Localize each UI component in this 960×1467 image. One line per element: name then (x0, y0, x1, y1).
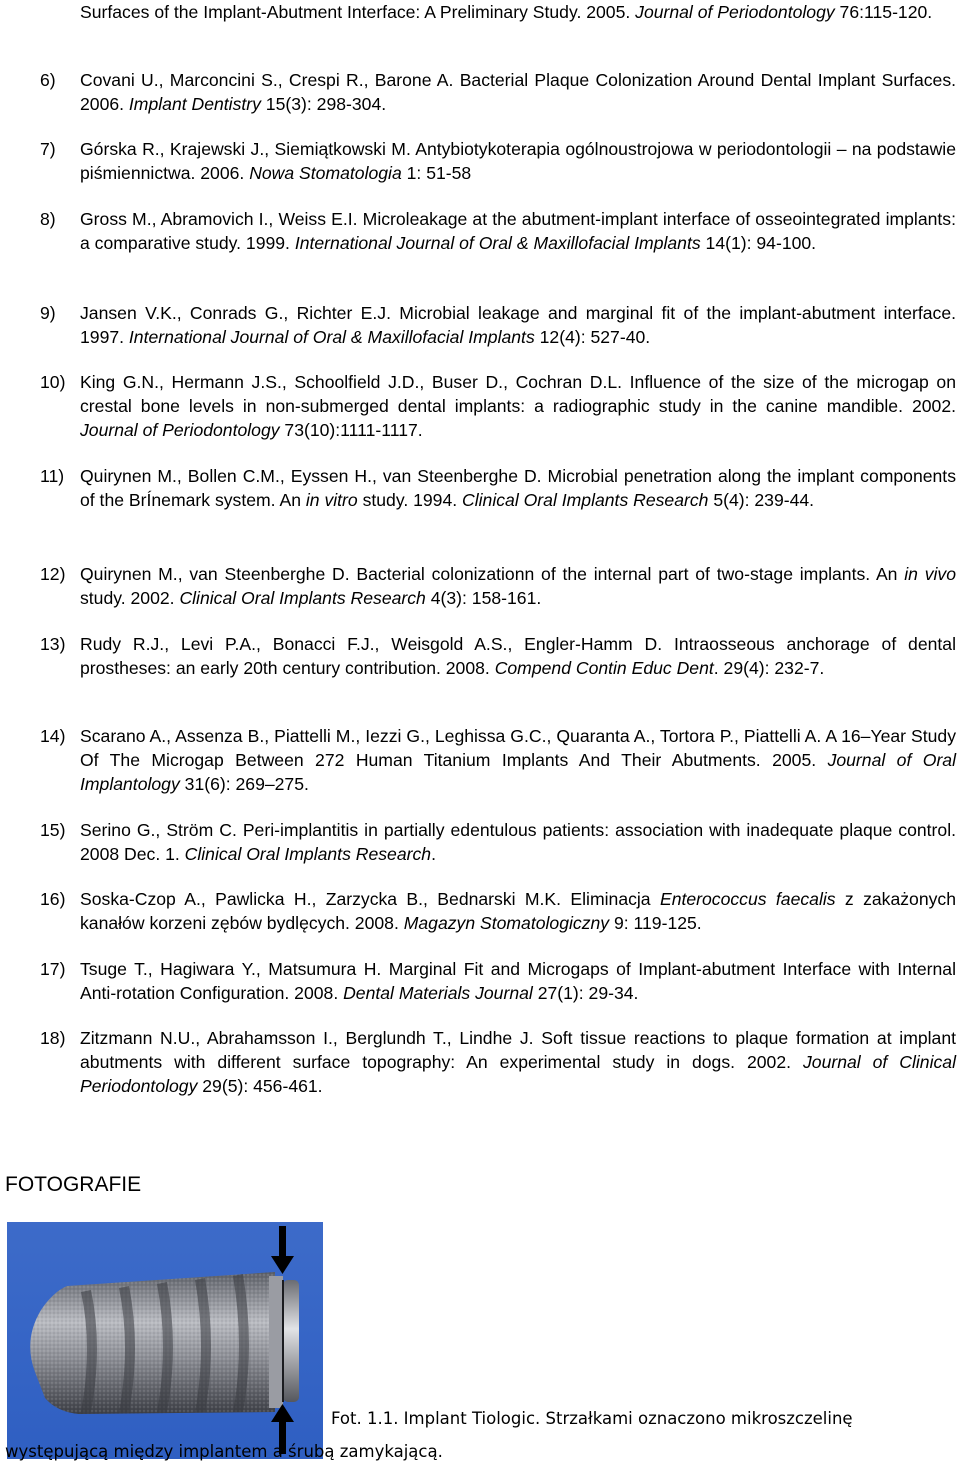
reference-number: 12) (40, 564, 66, 584)
italic-term: Enterococcus faecalis (659, 889, 836, 909)
italic-term: in vitro (305, 490, 358, 510)
reference-item-6 (40, 68, 956, 116)
journal-name: Magazyn Stomatologiczny (403, 913, 610, 933)
reference-text: Jansen V.K., Conrads G., Richter E.J. Microbial leakage and marginal fit of the implant-abutment interface. 1997. (80, 303, 956, 347)
implant-photo (7, 1222, 323, 1459)
reference-item-15 (40, 818, 956, 866)
reference-number: 14) (40, 726, 66, 746)
journal-name: Journal of Oral Implantology (80, 750, 957, 794)
reference-text: King G.N., Hermann J.S., Schoolfield J.D., Buser D., Cochran D.L. Influence of the size of the microgap on crestal bone levels in non-submerged dental implants: a radiographic study in the canine mandible. 2002. (80, 372, 956, 416)
reference-item-12 (40, 562, 956, 610)
reference-item-16 (40, 887, 956, 935)
reference-tail: 9: 119-125. (609, 913, 702, 933)
journal-name: Clinical Oral Implants Research (184, 844, 432, 864)
reference-tail: 73(10):1111-1117. (279, 420, 423, 440)
reference-tail: 5(4): 239-44. (708, 490, 815, 510)
reference-text: Zitzmann N.U., Abrahamsson I., Berglundh T., Lindhe J. Soft tissue reactions to plaque formation at implant abutments with different surface topography: An experimental study in dogs. 2002. (80, 1028, 956, 1072)
reference-text: Tsuge T., Hagiwara Y., Matsumura H. Marginal Fit and Microgaps of Implant-abutment Interface with Internal Anti-rotation Configuration. 2008. (80, 959, 956, 1003)
reference-item-17 (40, 957, 956, 1005)
reference-number: 11) (40, 466, 65, 486)
reference-text: study. 1994. (357, 490, 463, 510)
reference-item-14 (40, 724, 956, 796)
reference-number: 16) (40, 889, 66, 909)
reference-text: Gross M., Abramovich I., Weiss E.I. Microleakage at the abutment-implant interface of osseointegrated implants: a comparative study. 1999. (80, 209, 956, 253)
photo-caption-line-2: występującą między implantem a śrubą zamykającą. (5, 1442, 443, 1461)
reference-number: 8) (40, 209, 56, 229)
reference-item-9 (40, 301, 956, 349)
reference-tail: 14(1): 94-100. (700, 233, 817, 253)
reference-continuation (80, 0, 956, 24)
reference-text: Rudy R.J., Levi P.A., Bonacci F.J., Weisgold A.S., Engler-Hamm D. Intraosseous anchorage of dental prostheses: an early 20th century contribution. 2008. (80, 634, 956, 678)
reference-tail: 29(5): 456-461. (197, 1076, 323, 1096)
reference-tail: 27(1): 29-34. (532, 983, 639, 1003)
reference-item-11 (40, 464, 956, 512)
journal-name: Journal of Clinical Periodontology (80, 1052, 956, 1096)
reference-text: Covani U., Marconcini S., Crespi R., Barone A. Bacterial Plaque Colonization Around Dental Implant Surfaces. 2006. (80, 70, 956, 114)
reference-item-13 (40, 632, 956, 680)
reference-number: 18) (40, 1028, 66, 1048)
reference-text: Quirynen M., Bollen C.M., Eyssen H., van Steenberghe D. Microbial penetration along the implant components of the BrÍnemark system. An (80, 466, 956, 510)
reference-number: 15) (40, 820, 66, 840)
reference-item-18 (40, 1026, 956, 1098)
reference-tail: 76:115-120. (834, 2, 933, 22)
reference-text: Serino G., Ström C. Peri-implantitis in partially edentulous patients: association with inadequate plaque control. 2008 Dec. 1. (80, 820, 956, 864)
photo-caption-line-1: Fot. 1.1. Implant Tiologic. Strzałkami oznaczono mikroszczelinę (331, 1409, 853, 1428)
reference-text: z zakażonych kanałów korzeni zębów bydlęcych. 2008. (80, 889, 956, 933)
reference-text: Scarano A., Assenza B., Piattelli M., Iezzi G., Leghissa G.C., Quaranta A., Tortora P., Piattelli A. A 16–Year Study Of The Microgap Between 272 Human Titanium Implants And Their Abutments. 2005. (80, 726, 956, 770)
reference-tail: 31(6): 269–275. (179, 774, 309, 794)
section-heading: FOTOGRAFIE (5, 1173, 142, 1196)
journal-name: Clinical Oral Implants Research (179, 588, 426, 608)
reference-item-7 (40, 137, 956, 185)
italic-term: in vivo (904, 564, 956, 584)
cover-screw (283, 1280, 299, 1402)
journal-name: Compend Contin Educ Dent (494, 658, 714, 678)
reference-tail: . 29(4): 232-7. (713, 658, 825, 678)
reference-text: Surfaces of the Implant-Abutment Interface: A Preliminary Study. 2005. (80, 2, 636, 22)
reference-tail: 12(4): 527-40. (534, 327, 651, 347)
journal-name: International Journal of Oral & Maxillofacial Implants (294, 233, 701, 253)
reference-text: Soska-Czop A., Pawlicka H., Zarzycka B., Bednarski M.K. Eliminacja (80, 889, 660, 909)
reference-tail: 15(3): 298-304. (260, 94, 387, 114)
journal-name: Implant Dentistry (128, 94, 261, 114)
reference-number: 7) (40, 139, 56, 159)
reference-number: 17) (40, 959, 66, 979)
journal-name: International Journal of Oral & Maxillofacial Implants (128, 327, 535, 347)
journal-name: Dental Materials Journal (343, 983, 533, 1003)
reference-text: Górska R., Krajewski J., Siemiątkowski M. Antybiotykoterapia ogólnoustrojowa w periodontologii – na podstawie piśmiennictwa. 2006. (80, 139, 956, 183)
reference-tail: 4(3): 158-161. (425, 588, 542, 608)
journal-name: Journal of Periodontology (80, 420, 280, 440)
reference-tail: 1: 51-58 (401, 163, 472, 183)
journal-name: Nowa Stomatologia (249, 163, 402, 183)
reference-tail: . (431, 844, 436, 864)
implant-illustration (7, 1222, 323, 1459)
journal-name: Journal of Periodontology (635, 2, 835, 22)
reference-number: 13) (40, 634, 66, 654)
reference-number: 9) (40, 303, 56, 323)
reference-text: Quirynen M., van Steenberghe D. Bacterial colonizationn of the internal part of two-stage implants. An (80, 564, 905, 584)
reference-number: 10) (40, 372, 66, 392)
reference-text: study. 2002. (80, 588, 180, 608)
journal-name: Clinical Oral Implants Research (462, 490, 709, 510)
reference-item-8 (40, 207, 956, 255)
reference-item-10 (40, 370, 956, 442)
reference-number: 6) (40, 70, 56, 90)
